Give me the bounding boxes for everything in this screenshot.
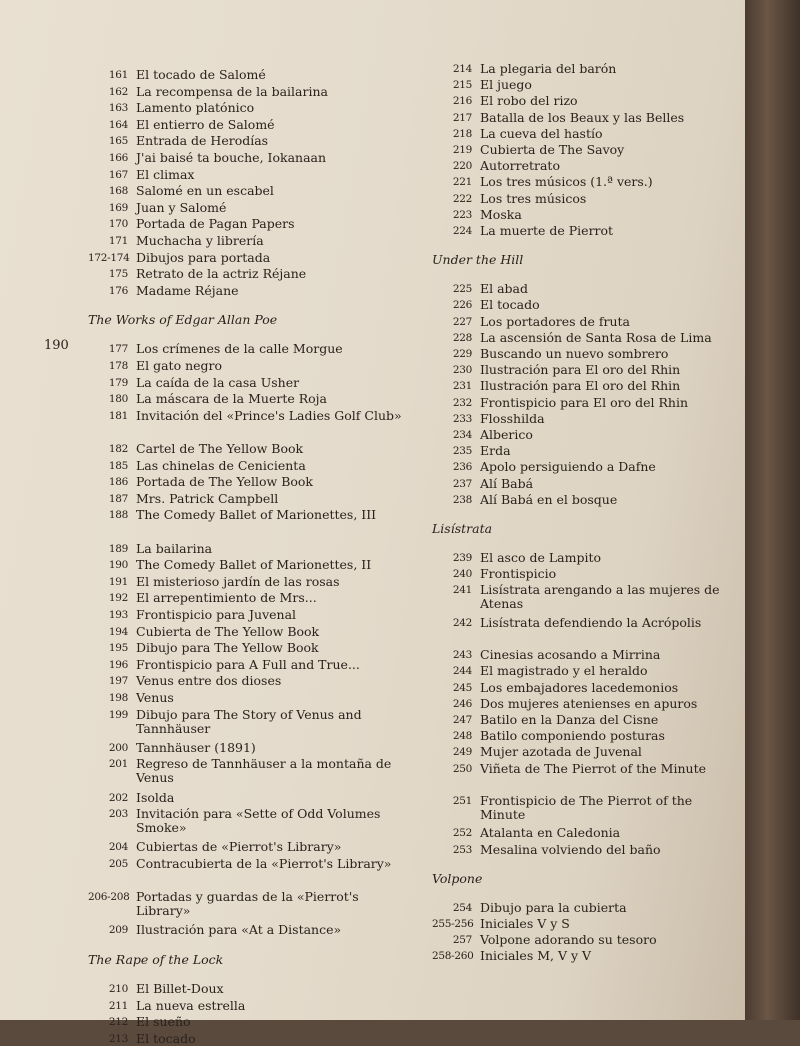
entry-number: 187 bbox=[108, 492, 128, 505]
entry-number: 162 bbox=[108, 85, 128, 98]
entry-number: 221 bbox=[452, 176, 472, 189]
entry-title: Batilo componiendo posturas bbox=[480, 728, 665, 744]
entry-number: 198 bbox=[108, 692, 128, 704]
entry-title: The Comedy Ballet of Marionettes, III bbox=[136, 507, 377, 523]
entry-number: 245 bbox=[452, 681, 472, 694]
entry-number: 177 bbox=[108, 343, 128, 356]
entry-number: 195 bbox=[108, 642, 128, 655]
entry-title: Contracubierta de la «Pierrot's Library» bbox=[136, 856, 392, 871]
entry-number: 252 bbox=[452, 827, 472, 840]
entry-title: Alí Babá bbox=[480, 475, 534, 491]
entry-title: Venus bbox=[136, 690, 174, 705]
entry-title: El climax bbox=[136, 166, 195, 182]
entry-title: El tocado de Salomé bbox=[136, 67, 266, 82]
entry-title: Los tres músicos bbox=[480, 190, 587, 206]
entry-number: 182 bbox=[108, 443, 128, 455]
entry-title: J'ai baisé ta bouche, Iokanaan bbox=[136, 150, 327, 165]
entry-number: 254 bbox=[452, 901, 472, 914]
entry-number: 209 bbox=[108, 924, 128, 937]
entry-number: 244 bbox=[452, 665, 472, 678]
entry-title: Cubiertas de «Pierrot's Library» bbox=[136, 839, 342, 855]
section-heading: Lisístrata bbox=[432, 521, 493, 536]
entry-title: Buscando un nuevo sombrero bbox=[480, 346, 669, 361]
entry-title: Portada de The Yellow Book bbox=[136, 474, 314, 490]
entry-number: 204 bbox=[108, 841, 128, 854]
entry-number: 178 bbox=[108, 360, 128, 372]
entry-title: Ilustración para «At a Distance» bbox=[136, 922, 342, 938]
entry-number: 235 bbox=[452, 445, 472, 458]
entry-title: Volpone adorando su tesoro bbox=[480, 932, 657, 948]
entry-title: El sueño bbox=[136, 1014, 191, 1030]
section-heading: Volpone bbox=[432, 870, 483, 886]
entry-title: El asco de Lampito bbox=[480, 550, 601, 565]
entry-title: Dos mujeres atenienses en apuros bbox=[480, 695, 698, 711]
entry-number: 233 bbox=[452, 412, 472, 425]
entry-number: 206-208 bbox=[88, 891, 130, 904]
entry-title: Regreso de Tannhäuser a la montaña de Venus bbox=[136, 756, 392, 786]
entry-number: 168 bbox=[108, 185, 128, 198]
entry-title: Frontispicio para Juvenal bbox=[136, 607, 297, 622]
entry-title: Invitación para «Sette of Odd Volumes Smoke» bbox=[136, 806, 381, 836]
entry-number: 226 bbox=[452, 299, 472, 312]
entry-title: Ilustración para El oro del Rhin bbox=[480, 362, 681, 378]
entry-number: 196 bbox=[108, 658, 128, 671]
entry-title: Juan y Salomé bbox=[136, 199, 227, 215]
entry-number: 180 bbox=[108, 393, 128, 406]
entry-title: Entrada de Herodías bbox=[136, 133, 269, 149]
entry-title: Cubierta de The Yellow Book bbox=[136, 623, 320, 639]
entry-number: 215 bbox=[452, 79, 472, 92]
entry-title: Frontispicio para A Full and True... bbox=[136, 656, 360, 672]
entry-number: 219 bbox=[452, 144, 472, 156]
entry-number: 220 bbox=[452, 160, 472, 173]
entry-number: 240 bbox=[452, 568, 472, 581]
entry-title: Alberico bbox=[480, 427, 533, 442]
entry-title: Batilo en la Danza del Cisne bbox=[480, 712, 659, 727]
entry-title: Mesalina volviendo del baño bbox=[480, 841, 661, 857]
entry-title: Las chinelas de Cenicienta bbox=[136, 457, 306, 473]
entry-title: El robo del rizo bbox=[480, 93, 578, 109]
entry-number: 193 bbox=[108, 609, 128, 621]
entry-number: 188 bbox=[108, 509, 128, 522]
entry-number: 197 bbox=[108, 675, 128, 688]
entry-number: 232 bbox=[452, 396, 472, 409]
section-heading: The Works of Edgar Allan Poe bbox=[88, 312, 278, 328]
entry-title: The Comedy Ballet of Marionettes, II bbox=[136, 557, 372, 573]
entry-title: Muchacha y librería bbox=[136, 233, 264, 248]
entry-title: Viñeta de The Pierrot of the Minute bbox=[480, 760, 707, 776]
entry-number: 246 bbox=[452, 697, 472, 710]
entry-number: 202 bbox=[108, 791, 128, 804]
entry-number: 213 bbox=[108, 1032, 128, 1045]
entry-title: Dibujo para la cubierta bbox=[480, 899, 627, 915]
page-number: 190 bbox=[44, 338, 69, 353]
entry-title: Dibujo para The Story of Venus and Tannhäuser bbox=[136, 706, 362, 736]
entry-number: 199 bbox=[108, 708, 128, 721]
entry-title: Flosshilda bbox=[480, 410, 545, 426]
entry-title: Autorretrato bbox=[480, 158, 560, 174]
entry-title: Los tres músicos (1.ª vers.) bbox=[480, 174, 653, 190]
entry-title: Isolda bbox=[136, 789, 175, 805]
entry-title: Portada de Pagan Papers bbox=[136, 216, 295, 232]
entry-number: 223 bbox=[452, 208, 472, 221]
entry-title: Los portadores de fruta bbox=[480, 313, 630, 329]
entry-number: 249 bbox=[452, 746, 472, 759]
entry-number: 257 bbox=[452, 934, 472, 947]
entry-title: Dibujo para The Yellow Book bbox=[136, 640, 319, 656]
entry-number: 170 bbox=[108, 218, 128, 231]
entry-number: 216 bbox=[452, 95, 472, 108]
entry-number: 230 bbox=[452, 364, 472, 377]
entry-number: 229 bbox=[452, 348, 472, 360]
entry-number: 214 bbox=[452, 63, 472, 75]
entry-title: El Billet-Doux bbox=[136, 981, 224, 996]
entry-number: 163 bbox=[108, 102, 128, 115]
entry-title: Moska bbox=[480, 206, 522, 222]
entry-title: El tocado bbox=[136, 1030, 196, 1046]
entry-title: Invitación del «Prince's Ladies Golf Club» bbox=[136, 407, 402, 423]
entry-number: 238 bbox=[452, 493, 472, 506]
entry-number: 231 bbox=[452, 380, 472, 393]
entry-number: 255-256 bbox=[432, 918, 474, 930]
entry-number: 210 bbox=[108, 983, 128, 995]
entry-number: 171 bbox=[108, 235, 128, 247]
entry-title: Atalanta en Caledonia bbox=[480, 825, 621, 841]
entry-title: El misterioso jardín de las rosas bbox=[136, 573, 340, 589]
entry-title: Lamento platónico bbox=[136, 100, 255, 116]
entry-number: 258-260 bbox=[432, 950, 474, 963]
entry-title: El arrepentimiento de Mrs... bbox=[136, 590, 317, 606]
entry-title: Iniciales M, V y V bbox=[480, 948, 592, 964]
entry-number: 224 bbox=[452, 225, 472, 237]
entry-number: 194 bbox=[108, 625, 128, 638]
entry-number: 241 bbox=[452, 584, 472, 597]
entry-number: 191 bbox=[108, 575, 128, 588]
entry-title: Batalla de los Beaux y las Belles bbox=[480, 109, 685, 125]
entry-number: 192 bbox=[108, 592, 128, 605]
entry-title: La plegaria del barón bbox=[480, 61, 617, 76]
entry-title: El tocado bbox=[480, 297, 540, 313]
entry-title: La muerte de Pierrot bbox=[480, 223, 614, 238]
entry-number: 172-174 bbox=[88, 251, 130, 264]
entry-number: 250 bbox=[452, 762, 472, 775]
entry-title: Venus entre dos dioses bbox=[136, 673, 282, 689]
entry-title: Lisístrata arengando a las mujeres de Atenas bbox=[480, 582, 720, 612]
entry-title: Cartel de The Yellow Book bbox=[136, 441, 304, 456]
entry-title: Portadas y guardas de la «Pierrot's Library» bbox=[136, 889, 359, 919]
entry-number: 253 bbox=[452, 843, 472, 856]
entry-title: Mujer azotada de Juvenal bbox=[480, 744, 642, 760]
entry-title: Erda bbox=[480, 443, 511, 459]
entry-number: 217 bbox=[452, 111, 472, 124]
entry-title: La recompensa de la bailarina bbox=[136, 83, 328, 99]
entry-number: 239 bbox=[452, 552, 472, 564]
entry-title: El entierro de Salomé bbox=[136, 116, 275, 132]
entry-title: Tannhäuser (1891) bbox=[136, 739, 256, 755]
entry-title: Madame Réjane bbox=[136, 282, 239, 298]
entry-number: 205 bbox=[108, 858, 128, 870]
entry-title: Apolo persiguiendo a Dafne bbox=[480, 459, 656, 475]
entry-number: 242 bbox=[452, 616, 472, 629]
entry-number: 212 bbox=[108, 1016, 128, 1029]
entry-number: 175 bbox=[108, 268, 128, 281]
entry-number: 165 bbox=[108, 135, 128, 148]
entry-title: Frontispicio para El oro del Rhin bbox=[480, 394, 688, 410]
entry-number: 234 bbox=[452, 429, 472, 441]
entry-title: El gato negro bbox=[136, 358, 223, 373]
book-spine bbox=[745, 0, 800, 1020]
entry-number: 179 bbox=[108, 376, 128, 389]
entry-number: 190 bbox=[108, 559, 128, 572]
entry-title: Dibujos para portada bbox=[136, 249, 271, 265]
entry-number: 251 bbox=[452, 795, 472, 807]
section-heading: The Rape of the Lock bbox=[88, 952, 224, 967]
entry-title: La ascensión de Santa Rosa de Lima bbox=[480, 329, 712, 345]
entry-title: El magistrado y el heraldo bbox=[480, 663, 648, 679]
entry-number: 228 bbox=[452, 331, 472, 344]
entry-number: 218 bbox=[452, 127, 472, 140]
entry-title: Los embajadores lacedemonios bbox=[480, 679, 679, 695]
entry-number: 248 bbox=[452, 730, 472, 743]
entry-title: Iniciales V y S bbox=[480, 916, 570, 931]
entry-title: Cinesias acosando a Mirrina bbox=[480, 647, 661, 663]
entry-number: 200 bbox=[108, 741, 128, 754]
entry-number: 189 bbox=[108, 542, 128, 555]
entry-number: 227 bbox=[452, 315, 472, 328]
entry-title: Salomé en un escabel bbox=[136, 183, 274, 199]
entry-title: La máscara de la Muerte Roja bbox=[136, 391, 327, 407]
entry-title: Alí Babá en el bosque bbox=[480, 491, 618, 507]
entry-number: 247 bbox=[452, 714, 472, 726]
entry-number: 222 bbox=[452, 192, 472, 205]
entry-title: Ilustración para El oro del Rhin bbox=[480, 378, 681, 394]
entry-title: La caída de la casa Usher bbox=[136, 374, 300, 390]
entry-title: La nueva estrella bbox=[136, 997, 246, 1013]
entry-number: 225 bbox=[452, 283, 472, 296]
entry-number: 201 bbox=[108, 758, 128, 771]
entry-number: 186 bbox=[108, 476, 128, 489]
entry-title: Frontispicio bbox=[480, 566, 557, 582]
entry-number: 166 bbox=[108, 152, 128, 164]
entry-title: Los crímenes de la calle Morgue bbox=[136, 341, 343, 357]
entry-title: Retrato de la actriz Réjane bbox=[136, 266, 307, 282]
entry-title: El abad bbox=[480, 281, 529, 297]
entry-number: 237 bbox=[452, 477, 472, 490]
entry-number: 243 bbox=[452, 649, 472, 662]
entry-number: 211 bbox=[108, 999, 128, 1012]
entry-title: Cubierta de The Savoy bbox=[480, 142, 625, 157]
entry-title: Lisístrata defendiendo la Acrópolis bbox=[480, 614, 702, 630]
entry-title: Mrs. Patrick Campbell bbox=[136, 490, 279, 506]
entry-title: Frontispicio de The Pierrot of the Minute bbox=[480, 793, 693, 822]
entry-number: 164 bbox=[108, 118, 128, 131]
entry-title: El juego bbox=[480, 77, 532, 93]
entry-number: 203 bbox=[108, 808, 128, 821]
entry-number: 181 bbox=[108, 409, 128, 422]
entry-number: 169 bbox=[108, 201, 128, 214]
entry-title: La bailarina bbox=[136, 540, 213, 556]
entry-title: La cueva del hastío bbox=[480, 125, 603, 141]
entry-number: 167 bbox=[108, 168, 128, 181]
entry-number: 236 bbox=[452, 461, 472, 474]
entry-number: 185 bbox=[108, 459, 128, 472]
entry-number: 176 bbox=[108, 284, 128, 297]
entry-number: 161 bbox=[108, 69, 128, 81]
section-heading: Under the Hill bbox=[432, 252, 524, 268]
